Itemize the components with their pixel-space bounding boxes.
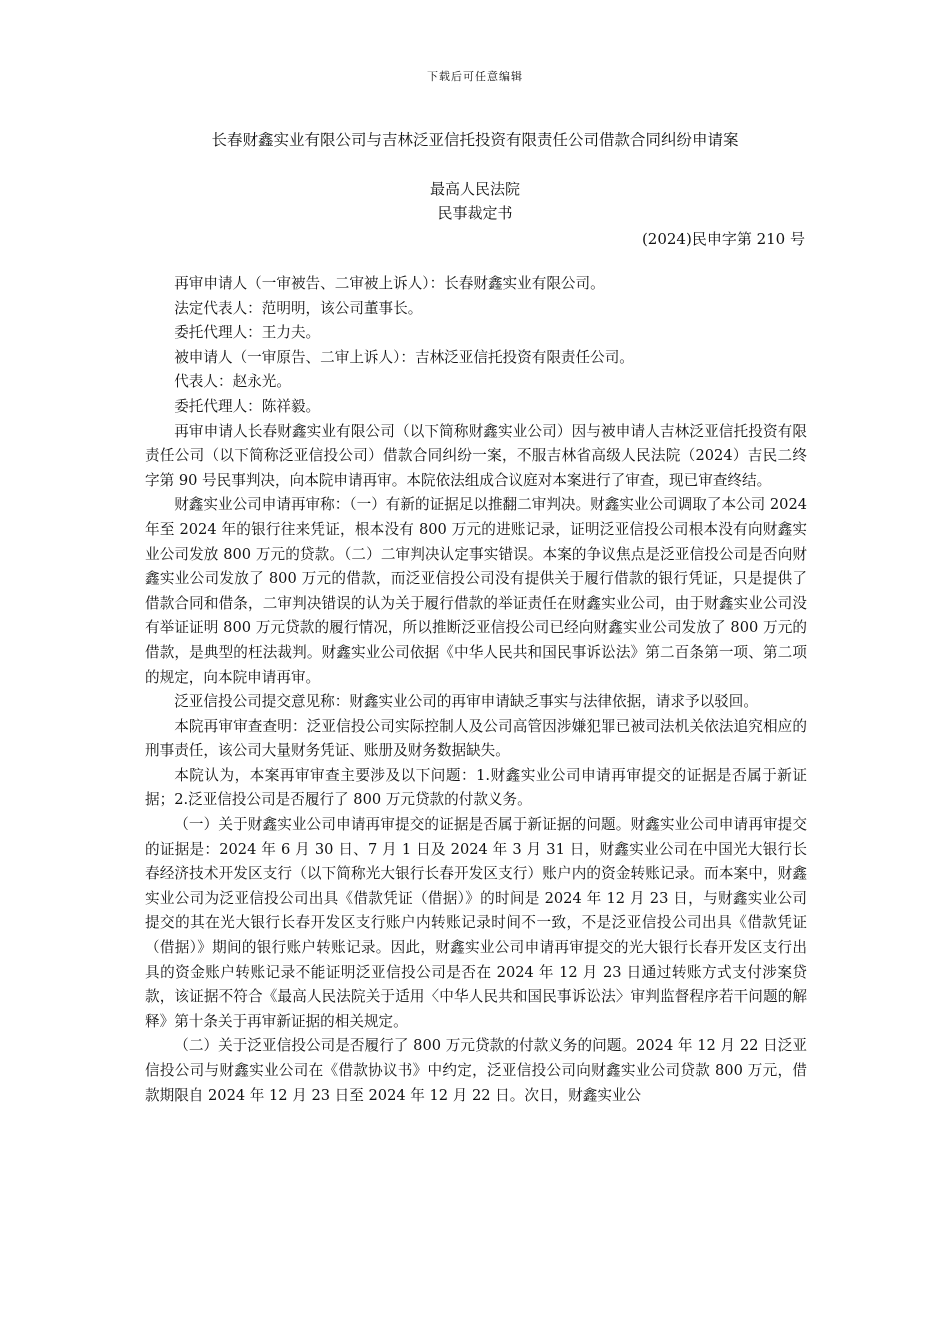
download-note: 下载后可任意编辑	[427, 70, 523, 83]
paragraph-findings: 本院再审审查查明：泛亚信投公司实际控制人及公司高管因涉嫌犯罪已被司法机关依法追究相应的刑事责任，该公司大量财务凭证、账册及财务数据缺失。	[145, 717, 807, 760]
paragraph-legal-rep: 法定代表人：范明明，该公司董事长。	[174, 299, 423, 317]
paragraph-applicant-claims: 财鑫实业公司申请再审称：（一）有新的证据足以推翻二审判决。财鑫实业公司调取了本公司 2024 年至 2024 年的银行往来凭证，根本没有 800 万元的进账记录，证明泛亚信投公司根本没有向财鑫实业公司发放 800 万元的贷款。（二）二审判决认定事实错误。本案的争议焦点是泛亚信投公司是否向财鑫实业公司发放了 800 万元的借款，而泛亚信投公司没有提供关于履行借款的银行凭证，只是提供了借款合同和借条，二审判决错误的认为关于履行借款的举证责任在财鑫实业公司，由于财鑫实业公司没有举证证明 800 万元贷款的履行情况，所以推断泛亚信投公司已经向财鑫实业公司发放了 800 万元的借款，是典型的枉法裁判。财鑫实业公司依据《中华人民共和国民事诉讼法》第二百条第一项、第二项的规定，向本院申请再审。	[145, 496, 808, 686]
paragraph-issue-two: （二）关于泛亚信投公司是否履行了 800 万元贷款的付款义务的问题。2024 年 12 月 22 日泛亚信投公司与财鑫实业公司在《借款协议书》中约定，泛亚信投公司向财鑫实业公司贷款 800 万元，借款期限自 2024 年 12 月 23 日至 2024 年 12 月 22 日。次日，财鑫实业公	[145, 1037, 807, 1104]
document-type: 民事裁定书	[437, 204, 513, 222]
paragraph-agent: 委托代理人：王力夫。	[174, 324, 321, 342]
document-title: 长春财鑫实业有限公司与吉林泛亚信托投资有限责任公司借款合同纠纷申请案	[211, 131, 739, 149]
paragraph-respondent-opinion: 泛亚信投公司提交意见称：财鑫实业公司的再审申请缺乏事实与法律依据，请求予以驳回。	[174, 693, 758, 711]
document-body	[145, 272, 807, 1108]
paragraph-respondent: 被申请人（一审原告、二审上诉人）：吉林泛亚信托投资有限责任公司。	[174, 348, 634, 366]
court-name: 最高人民法院	[429, 180, 520, 198]
case-number: (2024)民申字第 210 号	[641, 230, 805, 248]
paragraph-court-view: 本院认为，本案再审审查主要涉及以下问题：1.财鑫实业公司申请再审提交的证据是否属于新证据；2.泛亚信投公司是否履行了 800 万元贷款的付款义务。	[145, 766, 807, 809]
paragraph-case-intro: 再审申请人长春财鑫实业有限公司（以下简称财鑫实业公司）因与被申请人吉林泛亚信托投资有限责任公司（以下简称泛亚信投公司）借款合同纠纷一案，不服吉林省高级人民法院（2024）吉民二终字第 90 号民事判决，向本院申请再审。本院依法组成合议庭对本案进行了审查，现已审查终结。	[145, 422, 807, 489]
paragraph-applicant: 再审申请人（一审被告、二审被上诉人）：长春财鑫实业有限公司。	[174, 275, 605, 292]
paragraph-respondent-agent: 委托代理人：陈祥毅。	[174, 397, 321, 415]
paragraph-representative: 代表人：赵永光。	[174, 373, 291, 391]
paragraph-issue-one: （一）关于财鑫实业公司申请再审提交的证据是否属于新证据的问题。财鑫实业公司申请再审提交的证据是：2024 年 6 月 30 日、7 月 1 日及 2024 年 3 月 31 日，财鑫实业公司在中国光大银行长春经济技术开发区支行（以下简称光大银行长春开发区支行）账户内的资金转账记录。而本案中，财鑫实业公司为泛亚信投公司出具《借款凭证（借据）》的时间是 2024 年 12 月 23 日，与财鑫实业公司提交的其在光大银行长春开发区支行账户内转账记录时间不一致，不是泛亚信投公司出具《借款凭证（借据）》期间的银行账户转账记录。因此，财鑫实业公司申请再审提交的光大银行长春开发区支行出具的资金账户转账记录不能证明泛亚信投公司是否在 2024 年 12 月 23 日通过转账方式支付涉案贷款，该证据不符合《最高人民法院关于适用〈中华人民共和国民事诉讼法〉审判监督程序若干问题的解释》第十条关于再审新证据的相关规定。	[145, 816, 807, 1030]
